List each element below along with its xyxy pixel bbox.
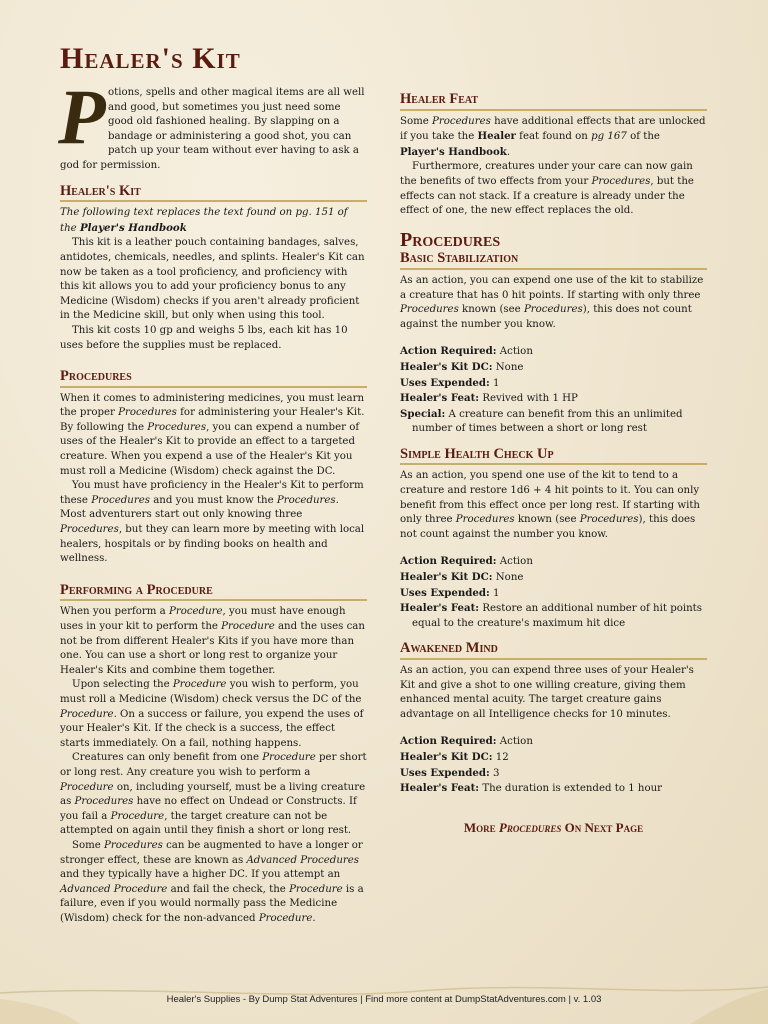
feat-paragraph-2: Furthermore, creatures under your care can now gain the benefits of two effects from your Procedures, but the effects can not stack. If a creature is already under the effect of one, the new effect replaces the old. <box>400 161 694 217</box>
feat-paragraph-1: Some Procedures have additional effects that are unlocked if you take the Healer feat found on pg 167 of the Player's Handbook. <box>400 115 706 158</box>
stat-row: Healer's Kit DC: 12 <box>400 750 509 763</box>
performing-paragraph-4: Some Procedures can be augmented to have a longer or stronger effect, these are known as Advanced Procedures and they typically have a higher DC. If you attempt an Advanced Procedure and fail the check, the Procedure is a failure, even if you would normally pass the Medicine (Wisdom) check for the non-advanced Procedure. <box>60 839 364 924</box>
performing-paragraph-2: Upon selecting the Procedure you wish to perform, you must roll a Medicine (Wisdom) check versus the DC of the Procedure. On a success or failure, you expend the uses of your Healer's Kit. If the check is a success, the effect starts immediately. On a fail, nothing happens. <box>60 679 364 749</box>
heading-awakened-mind: Awakened Mind <box>400 641 707 660</box>
stat-row: Healer's Kit DC: None <box>400 571 524 584</box>
more-on-next-page: More Procedures On Next Page <box>463 820 644 835</box>
stat-row: Healer's Feat: Revived with 1 HP <box>400 392 578 405</box>
stat-row: Uses Expended: 1 <box>400 586 500 599</box>
note <box>60 206 367 236</box>
dropcap-letter: P <box>58 73 106 160</box>
stat-row: Healer's Kit DC: None <box>400 360 524 373</box>
note-book: Player's Handbook <box>79 221 187 234</box>
procedures-paragraph-1: When it comes to administering medicines, you must learn the proper Procedures for administering your Healer's Kit. By following the Procedures, you can expend a number of uses of the Healer's Kit to provide an effect to a targeted creature. When you expend a use of the Healer's Kit you must roll a Medicine (Wisdom) check against the DC. <box>60 392 365 477</box>
stat-row: Healer's Feat: The duration is extended to 1 hour <box>400 782 663 795</box>
stat-row: Action Required: Action <box>400 735 533 748</box>
performing-paragraph-1: When you perform a Procedure, you must have enough uses in your kit to perform the Procedure and the uses can not be from different Healer's Kits if you have more than one. You can use a short or long rest to organize your Healer's Kits and combine them together. <box>60 606 365 676</box>
basic-stats <box>400 344 707 437</box>
heading-performing: Performing a Procedure <box>60 583 367 602</box>
intro-text: otions, spells and other magical items are all well and good, but sometimes you just need some good old fashioned healing. By slapping on a bandage or administering a good shot, you can patch up your team without ever having to ask a god for permission. <box>60 87 365 171</box>
heading-healer-feat: Healer Feat <box>400 92 707 111</box>
simple-stats <box>400 554 707 631</box>
left-column <box>58 73 367 926</box>
kit-paragraph-2: This kit costs 10 gp and weighs 5 lbs, each kit has 10 uses before the supplies must be replaced. <box>60 324 348 351</box>
basic-description: As an action, you can expend one use of the kit to stabilize a creature that has 0 hit points. If starting with only three Procedures known (see Procedures), this does not count against the number you know. <box>400 274 704 330</box>
awakened-description: As an action, you can expend three uses of your Healer's Kit and give a shot to one willing creature, giving them enhanced mental acuity. The target creature gains advantage on all Intelligence checks for 10 minutes. <box>400 665 694 720</box>
awakened-stats <box>400 734 707 796</box>
procedures-paragraph-2: You must have proficiency in the Healer's Kit to perform these Procedures and you must know the Procedures. Most adventurers start out only knowing three Procedures, but they can learn more by meeting with local healers, hospitals or by finding books on health and wellness. <box>60 480 365 565</box>
stat-row: Action Required: Action <box>400 345 533 358</box>
heading-basic-stabilization: Basic Stabilization <box>400 251 707 270</box>
heading-healers-kit: Healer's Kit <box>60 184 367 203</box>
simple-description: As an action, you spend one use of the kit to tend to a creature and restore 1d6 + 4 hit points to it. You can only benefit from this effect once per long rest. If starting with only three Procedures known (see Procedures), this does not count against the number you know. <box>400 470 700 540</box>
stat-row: Uses Expended: 1 <box>400 376 500 389</box>
stat-row: Uses Expended: 3 <box>400 766 500 779</box>
stat-row: Healer's Feat: Restore an additional number of hit points equal to the creature's maximum hit dice <box>400 602 703 629</box>
note-text: The following text replaces the text found on pg. 151 of the <box>60 207 348 234</box>
heading-simple-health-check: Simple Health Check Up <box>400 447 707 466</box>
stat-row: Action Required: Action <box>400 555 533 568</box>
right-column <box>400 92 707 797</box>
footer: Healer's Supplies - By Dump Stat Adventures | Find more content at DumpStatAdventures.com | v. 1.03 <box>166 994 602 1005</box>
performing-paragraph-3: Creatures can only benefit from one Procedure per short or long rest. Any creature you wish to perform a Procedure on, including yourself, must be a living creature as Procedures have no effect on Undead or Constructs. If you fail a Procedure, the target creature can not be attempted on again until they finish a short or long rest. <box>60 752 367 837</box>
kit-paragraph-1: This kit is a leather pouch containing bandages, salves, antidotes, chemicals, needles, and splints. Healer's Kit can now be taken as a tool proficiency, and proficiency with this kit allows you to add your proficiency bonus to any Medicine (Wisdom) checks if you aren't already proficient in the Medicine skill, but only when using this tool. <box>60 237 365 322</box>
stat-row: Special: A creature can benefit from this an unlimited number of times between a short or long rest <box>400 407 683 435</box>
heading-procedures: Procedures <box>60 369 367 388</box>
heading-procedures-main: Procedures <box>400 228 501 251</box>
intro <box>58 73 367 174</box>
page-title: Healer's Kit <box>60 42 241 75</box>
